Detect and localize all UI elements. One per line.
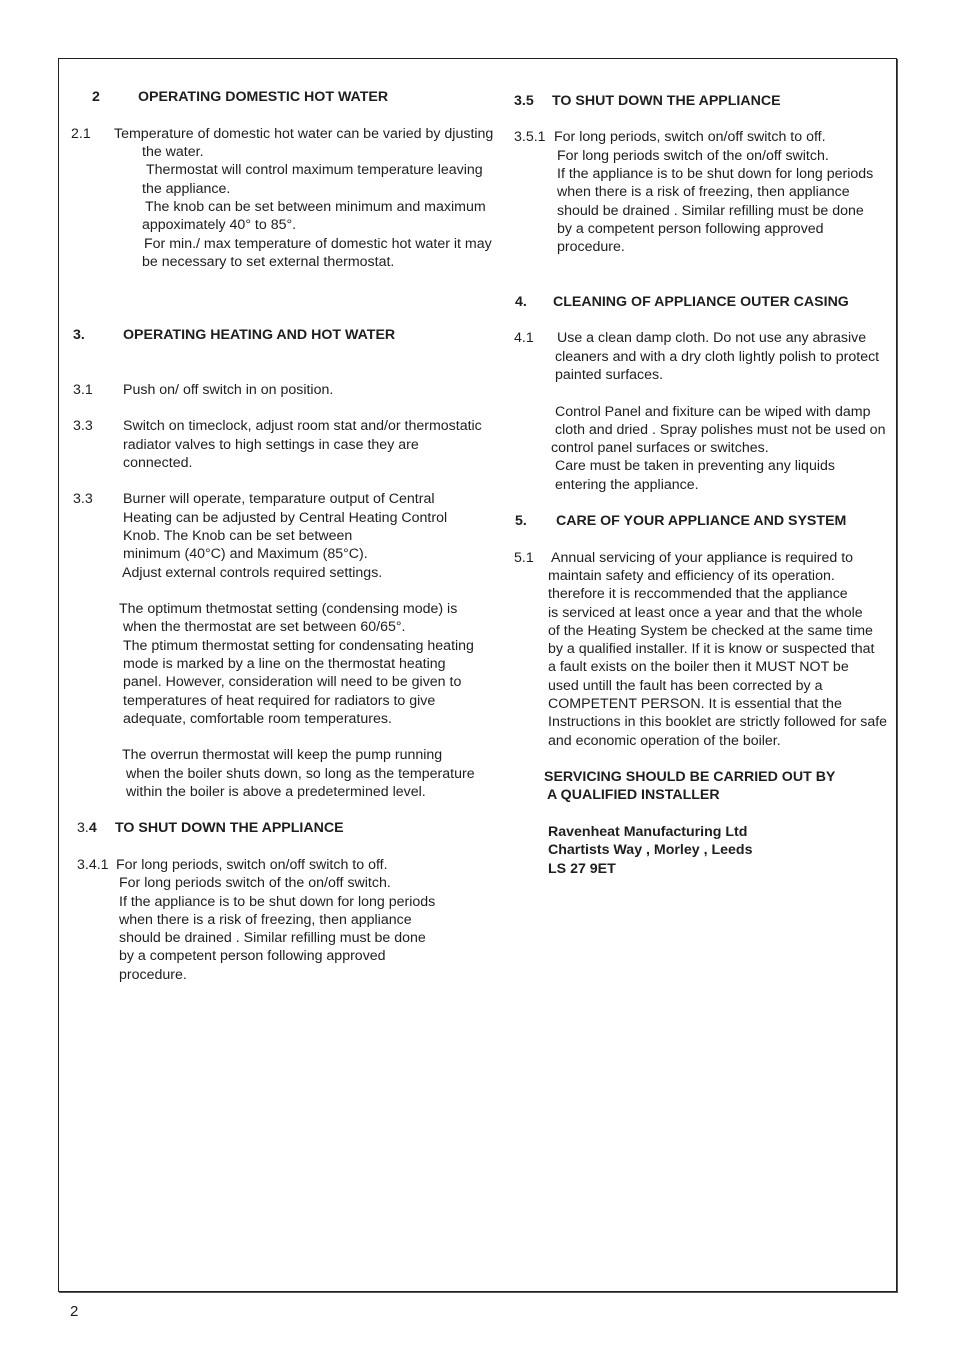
para-2-1-line: The knob can be set between minimum and maximum <box>145 199 486 215</box>
para-3-4-1-line: when there is a risk of freezing, then appliance <box>119 912 412 928</box>
para-5-1-first-line: Annual servicing of your appliance is required to <box>551 550 854 566</box>
para-3-1-text: Push on/ off switch in on position. <box>123 382 334 398</box>
control-para-line: cloth and dried . Spray polishes must not be used on <box>555 422 886 438</box>
section-3-5-title: TO SHUT DOWN THE APPLIANCE <box>552 93 781 109</box>
optimum-para-line: The optimum thetmostat setting (condensing mode) is <box>119 601 458 617</box>
section-4-title: CLEANING OF APPLIANCE OUTER CASING <box>553 294 849 310</box>
section-3-4-number <box>77 819 97 837</box>
para-3-4-1-line: For long periods switch of the on/off switch. <box>119 875 391 891</box>
optimum-para-line: mode is marked by a line on the thermostat heating <box>123 656 446 672</box>
optimum-para-line: temperatures of heat required for radiators to give <box>123 693 436 709</box>
servicing-notice-line: A QUALIFIED INSTALLER <box>547 787 720 803</box>
para-3-3b-line: Heating can be adjusted by Central Heating Control <box>123 510 448 526</box>
para-5-1-line: is serviced at least once a year and that the whole <box>548 605 863 621</box>
address-line: Ravenheat Manufacturing Ltd <box>548 824 748 840</box>
para-2-1-line: the water. <box>142 144 204 160</box>
para-3-5-1-number: 3.5.1 <box>514 129 546 145</box>
address-line: LS 27 9ET <box>548 861 616 877</box>
para-3-5-1-line: procedure. <box>557 239 625 255</box>
para-2-1-line: the appliance. <box>142 181 231 197</box>
para-3-5-1-line: when there is a risk of freezing, then appliance <box>557 184 850 200</box>
optimum-para-line: when the thermostat are set between 60/65°. <box>123 619 406 635</box>
para-5-1-line: Instructions in this booklet are strictly followed for safe <box>548 714 888 730</box>
section-5-title: CARE OF YOUR APPLIANCE AND SYSTEM <box>556 513 847 529</box>
para-3-5-1-line: If the appliance is to be shut down for long periods <box>557 166 874 182</box>
overrun-para-line: The overrun thermostat will keep the pump running <box>122 747 443 763</box>
para-4-1-first-line: Use a clean damp cloth. Do not use any abrasive <box>557 330 867 346</box>
optimum-para-line: panel. However, consideration will need to be given to <box>123 674 462 690</box>
para-5-1-line: used untill the fault has been corrected by a <box>548 678 823 694</box>
control-para-line: Care must be taken in preventing any liquids <box>555 458 835 474</box>
section-3-4-number-suffix: 4 <box>88 820 97 836</box>
para-5-1-line: a fault exists on the boiler then it MUST NOT be <box>548 659 849 675</box>
section-2-number: 2 <box>92 89 100 105</box>
control-para-line: control panel surfaces or switches. <box>551 440 769 456</box>
para-5-1-line: COMPETENT PERSON. It is essential that the <box>548 696 842 712</box>
para-2-1-line: For min./ max temperature of domestic hot water it may <box>144 236 492 252</box>
address-line: Chartists Way , Morley , Leeds <box>548 842 753 858</box>
para-3-5-1-line: by a competent person following approved <box>557 221 824 237</box>
optimum-para-line: The ptimum thermostat setting for condensating heating <box>123 638 474 654</box>
para-3-3b-line: Burner will operate, temparature output of Central <box>123 491 435 507</box>
para-3-5-1-first-line: For long periods, switch on/off switch to off. <box>554 129 826 145</box>
para-3-3a-line: radiator valves to high settings in case they are <box>123 437 419 453</box>
para-3-4-1-line: If the appliance is to be shut down for long periods <box>119 894 436 910</box>
optimum-para-line: adequate, comfortable room temperatures. <box>123 711 392 727</box>
section-4-number: 4. <box>515 294 527 310</box>
para-3-4-1-line: procedure. <box>119 967 187 983</box>
para-3-3b-line: minimum (40°C) and Maximum (85°C). <box>123 546 368 562</box>
para-3-3b-line: Adjust external controls required settings. <box>122 565 383 581</box>
para-2-1-line: appoximately 40° to 85°. <box>142 217 297 233</box>
para-2-1-line: be necessary to set external thermostat. <box>142 254 395 270</box>
overrun-para-line: within the boiler is above a predetermined level. <box>126 784 426 800</box>
control-para-line: entering the appliance. <box>555 477 699 493</box>
section-3-title: OPERATING HEATING AND HOT WATER <box>123 327 396 343</box>
para-3-4-1-line: should be drained . Similar refilling must be done <box>119 930 426 946</box>
section-3-5-number: 3.5 <box>514 93 534 109</box>
para-3-4-1-line: by a competent person following approved <box>119 948 386 964</box>
para-5-1-line: therefore it is reccommended that the appliance <box>548 586 848 602</box>
section-5-number: 5. <box>515 513 527 529</box>
para-4-1-line: cleaners and with a dry cloth lightly polish to protect <box>555 349 880 365</box>
para-3-3a-line: connected. <box>123 455 193 471</box>
para-2-1-first-line: Temperature of domestic hot water can be varied by djusting <box>114 126 494 142</box>
para-3-1-number: 3.1 <box>73 382 93 398</box>
para-3-4-1-first-line: For long periods, switch on/off switch to off. <box>116 857 388 873</box>
para-3-3b-line: Knob. The Knob can be set between <box>123 528 353 544</box>
para-5-1-line: and economic operation of the boiler. <box>548 733 781 749</box>
para-3-3a-number: 3.3 <box>73 418 93 434</box>
section-3-4-title: TO SHUT DOWN THE APPLIANCE <box>115 820 344 836</box>
para-2-1-line: Thermostat will control maximum temperature leaving <box>146 162 483 178</box>
para-3-3a-line: Switch on timeclock, adjust room stat and/or thermostatic <box>123 418 482 434</box>
para-4-1-line: painted surfaces. <box>555 367 664 383</box>
section-3-number: 3. <box>73 327 85 343</box>
overrun-para-line: when the boiler shuts down, so long as the temperature <box>126 766 475 782</box>
para-3-4-1-number: 3.4.1 <box>77 857 109 873</box>
para-4-1-number: 4.1 <box>514 330 534 346</box>
para-3-5-1-line: For long periods switch of the on/off switch. <box>557 148 829 164</box>
para-5-1-line: of the Heating System be checked at the same time <box>548 623 873 639</box>
section-2-title: OPERATING DOMESTIC HOT WATER <box>138 89 389 105</box>
para-3-5-1-line: should be drained . Similar refilling must be done <box>557 203 864 219</box>
servicing-notice-line: SERVICING SHOULD BE CARRIED OUT BY <box>544 769 836 785</box>
para-5-1-line: by a qualified installer. If it is know or suspected that <box>548 641 875 657</box>
section-3-4-number-prefix: 3. <box>77 820 89 836</box>
page-number: 2 <box>70 1303 79 1320</box>
para-5-1-line: maintain safety and efficiency of its operation. <box>548 568 835 584</box>
para-5-1-number: 5.1 <box>514 550 534 566</box>
para-2-1-number: 2.1 <box>71 126 91 142</box>
para-3-3b-number: 3.3 <box>73 491 93 507</box>
control-para-line: Control Panel and fixiture can be wiped with damp <box>555 404 871 420</box>
